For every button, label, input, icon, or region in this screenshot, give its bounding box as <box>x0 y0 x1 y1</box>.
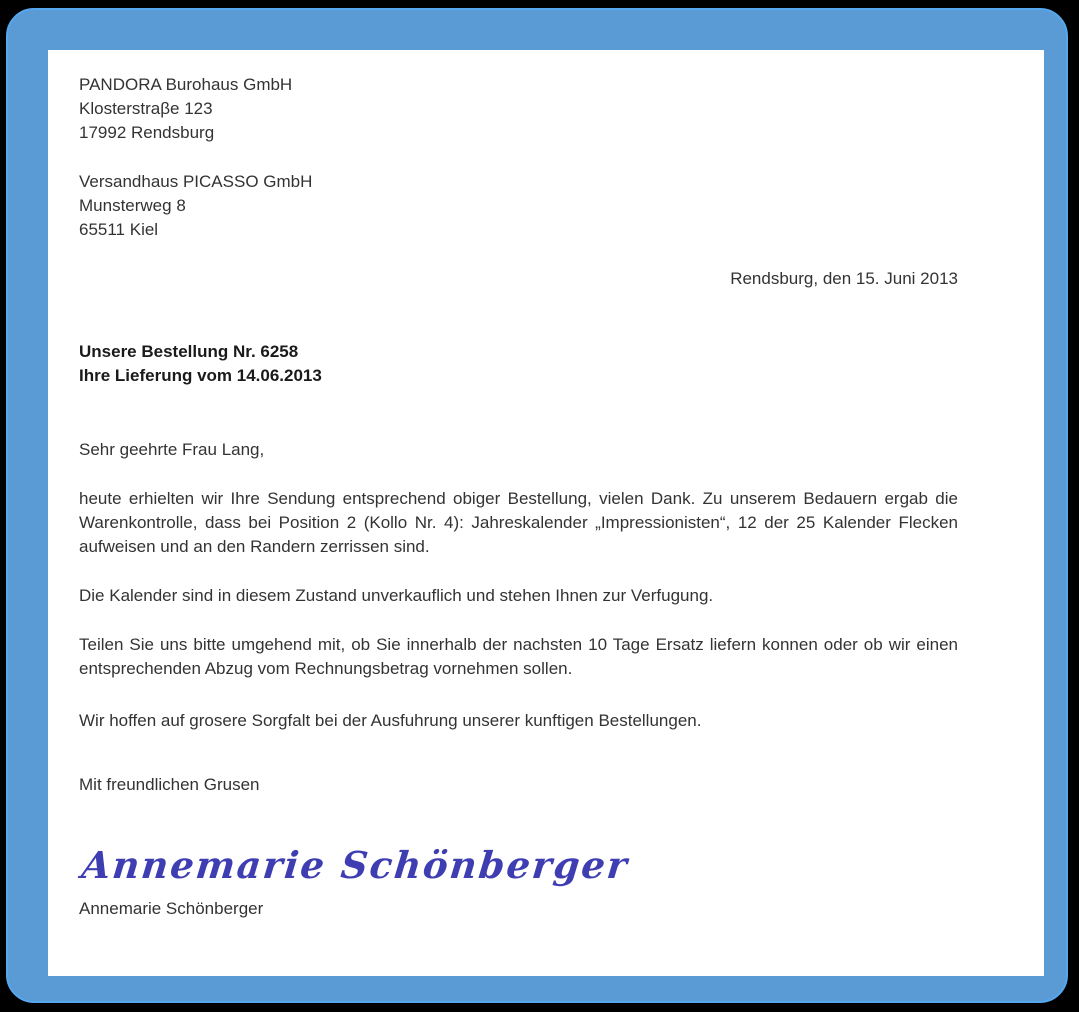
date-line: Rendsburg, den 15. Juni 2013 <box>730 269 958 288</box>
recipient-street: Munsterweg 8 <box>79 196 186 215</box>
recipient-address-block <box>79 170 958 242</box>
salutation: Sehr geehrte Frau Lang, <box>79 440 265 459</box>
body-paragraph-3: Teilen Sie uns bitte umgehend mit, ob Sie innerhalb der nachsten 10 Tage Ersatz liefern konnen oder ob wir einen entsprechenden Abzug vom Rechnungsbetrag vornehmen sollen. <box>79 635 958 678</box>
sender-street: Klosterstraβe 123 <box>79 99 213 118</box>
recipient-company: Versandhaus PICASSO GmbH <box>79 172 313 191</box>
body-paragraph-4: Wir hoffen auf grosere Sorgfalt bei der Ausfuhrung unserer kunftigen Bestellungen. <box>79 711 702 730</box>
blue-border-frame <box>6 8 1068 1003</box>
sender-address-block <box>79 73 958 145</box>
signature-printed-name: Annemarie Schönberger <box>79 899 264 918</box>
handwritten-signature: Annemarie Schönberger <box>79 843 631 887</box>
subject-order-number: Unsere Bestellung Nr. 6258 <box>79 342 299 361</box>
body-paragraph-1: heute erhielten wir Ihre Sendung entsprechend obiger Bestellung, vielen Dank. Zu unserem Bedauern ergab die Warenkontrolle, dass bei Position 2 (Kollo Nr. 4): Jahreskalender „Impressionisten“, 12 der 25 Kalender Flecken aufweisen und an den Randern zerrissen sind. <box>79 489 958 556</box>
closing-formula: Mit freundlichen Grusen <box>79 775 260 794</box>
subject-delivery-date: Ihre Lieferung vom 14.06.2013 <box>79 366 322 385</box>
body-paragraph-2: Die Kalender sind in diesem Zustand unverkauflich und stehen Ihnen zur Verfugung. <box>79 586 714 605</box>
sender-city: 17992 Rendsburg <box>79 123 215 142</box>
sender-company: PANDORA Burohaus GmbH <box>79 75 293 94</box>
letter-page <box>48 50 1044 976</box>
subject-block <box>79 340 958 388</box>
recipient-city: 65511 Kiel <box>79 220 159 239</box>
